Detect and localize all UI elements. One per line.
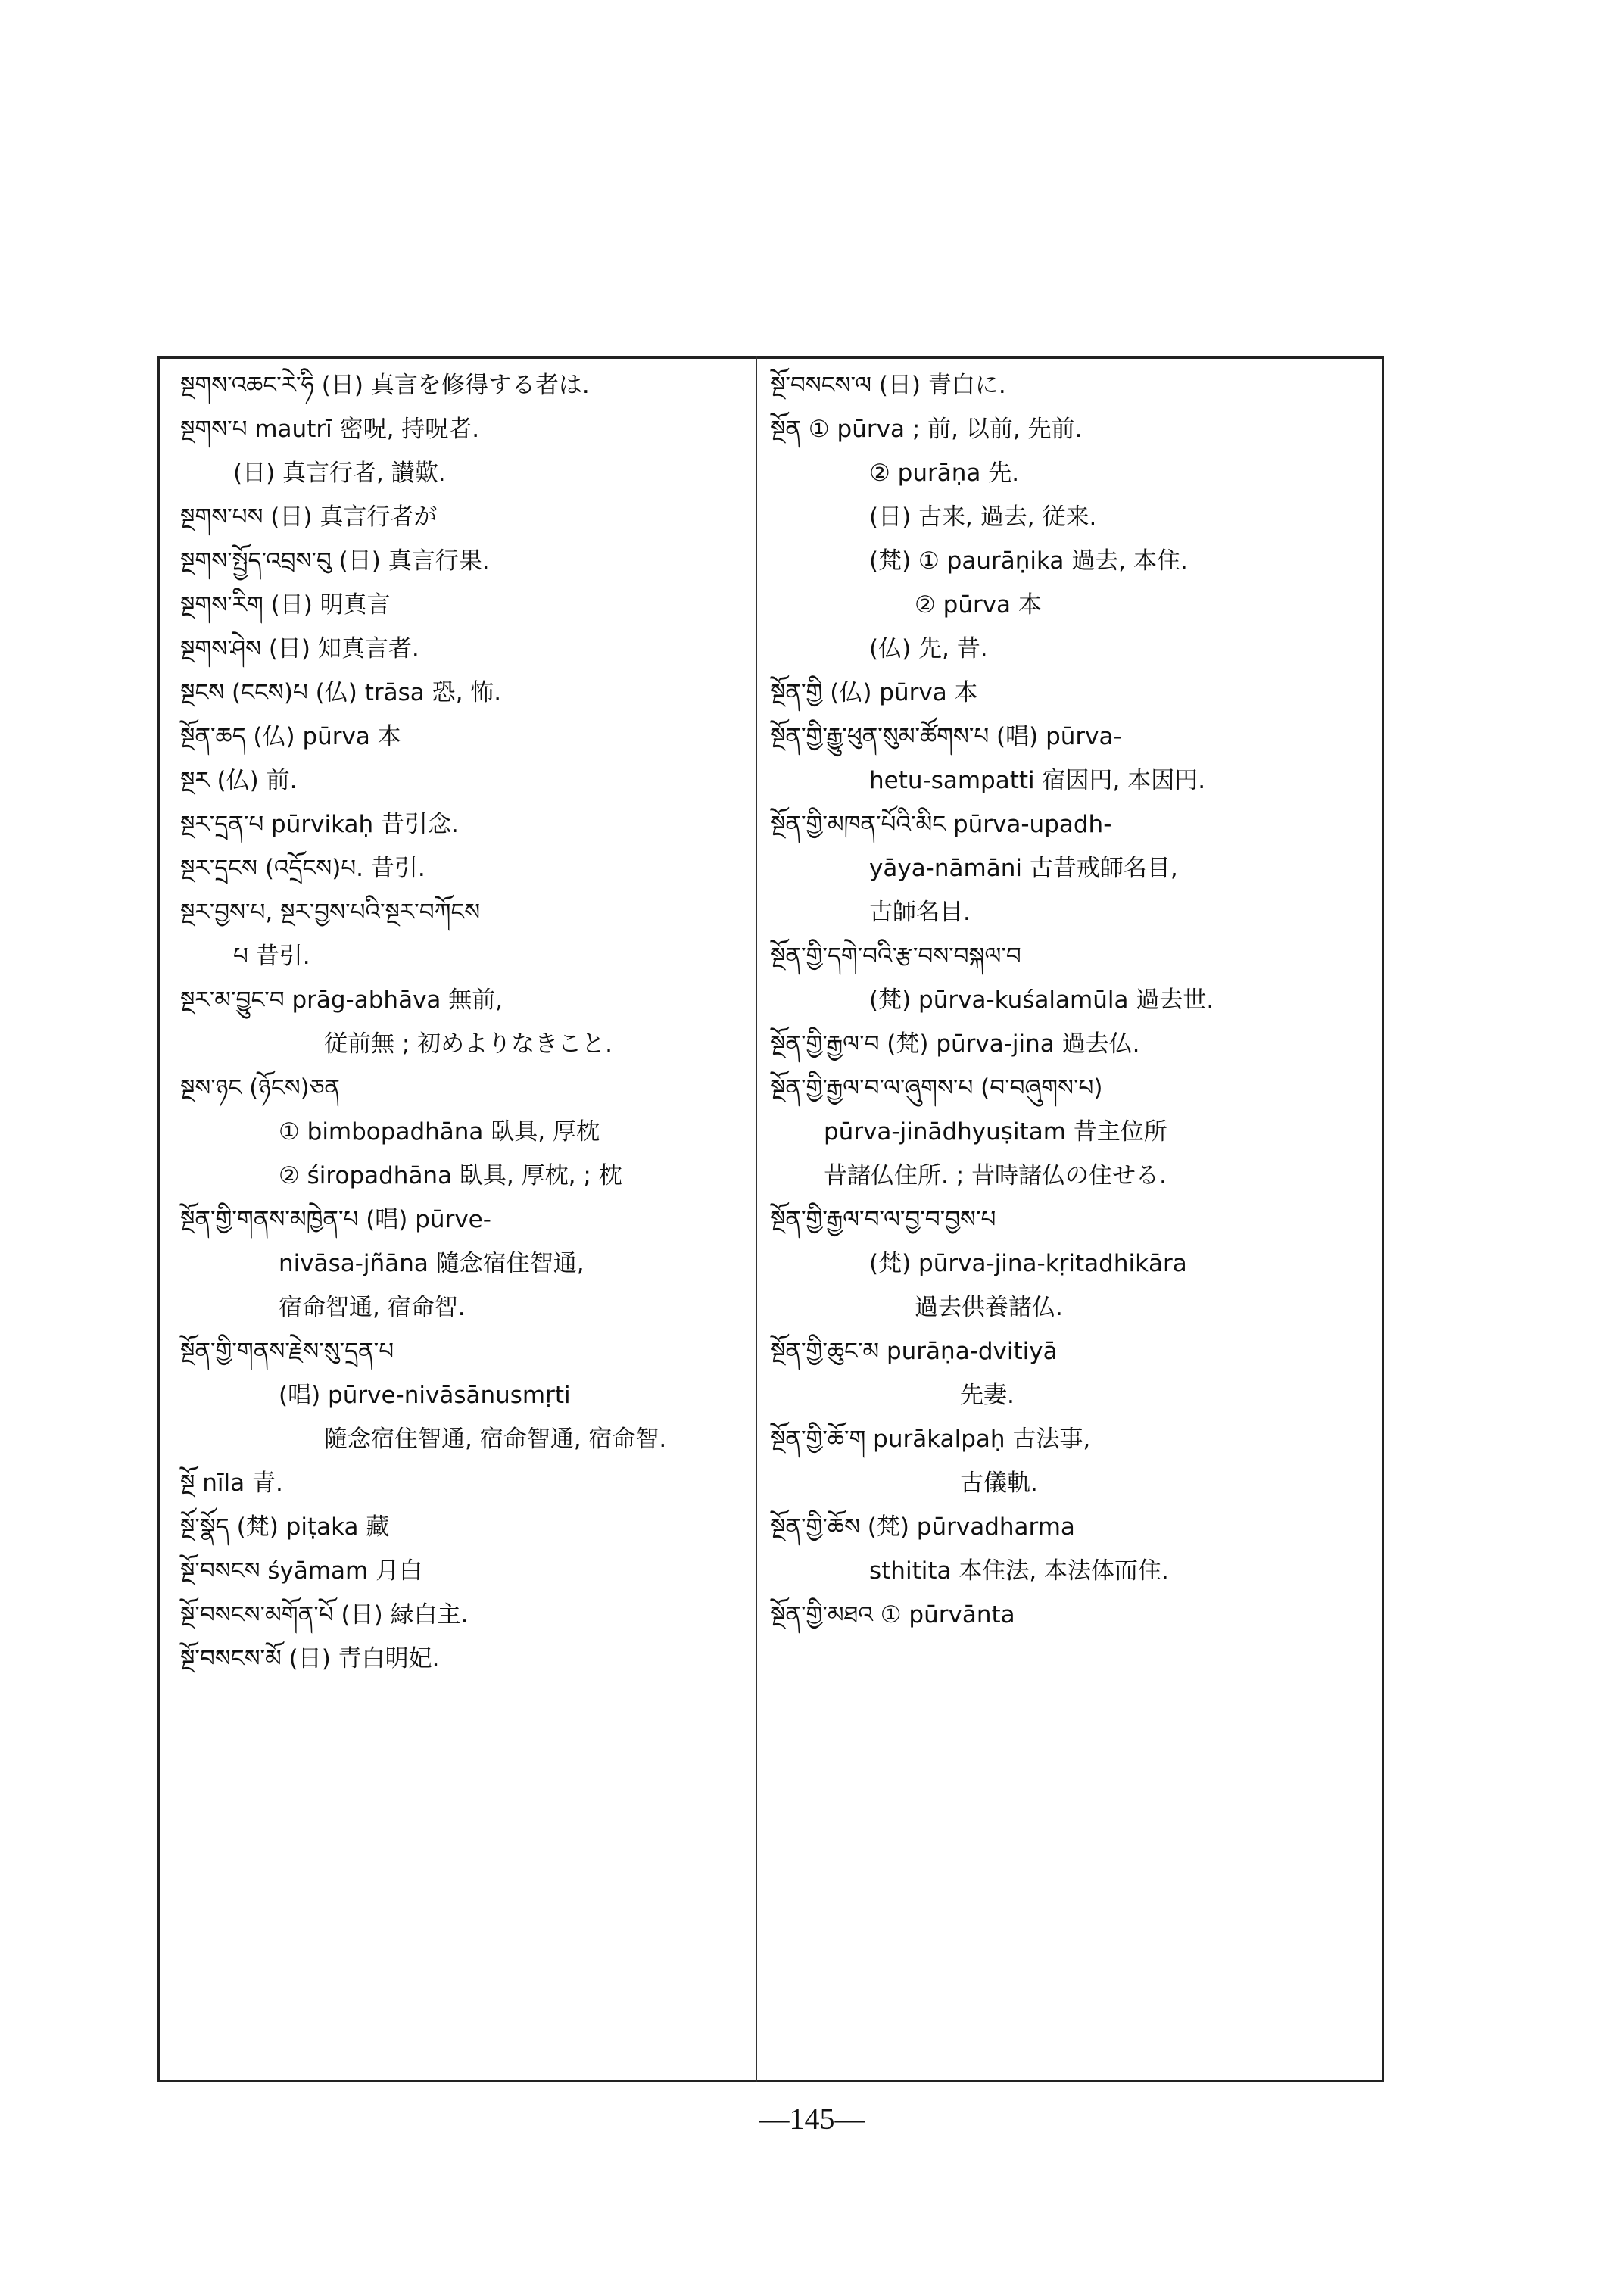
dictionary-line: སྔས་ཉང (ཉོངས)ཅན: [180, 1074, 341, 1102]
right-column: [771, 363, 1369, 1637]
dictionary-line: པ 昔引.: [233, 943, 310, 970]
dictionary-line: སྔོན་གྱི་མཐའ ① pūrvānta: [771, 1601, 1015, 1629]
dictionary-line: སྔོ nīla 青.: [180, 1470, 283, 1497]
dictionary-line: 古儀軌.: [960, 1470, 1038, 1497]
dictionary-line: ② śiropadhāna 臥具, 厚枕, ; 枕: [279, 1162, 622, 1189]
dictionary-line: སྔོན་གྱི་མཁན་པོའི་མིང pūrva-upadh-: [771, 811, 1112, 838]
dictionary-line: སྔགས་སྤྱོད་འབྲས་བུ (日) 真言行果.: [180, 547, 490, 575]
dictionary-line: nivāsa-jñāna 隨念宿住智通,: [279, 1250, 584, 1277]
dictionary-line: སྔགས་ཤེས (日) 知真言者.: [180, 635, 419, 662]
dictionary-line: སྔོན་གྱི་རྒྱལ་བ་ལ་བྱ་བ་བྱས་པ: [771, 1206, 996, 1233]
dictionary-line: 宿命智通, 宿命智.: [279, 1294, 466, 1321]
dictionary-line: སྔོ་བསངས śyāmam 月白: [180, 1557, 423, 1585]
dictionary-line: ② purāṇa 先.: [869, 460, 1020, 487]
dictionary-line: སྔངས (ངངས)པ (仏) trāsa 恐, 怖.: [180, 679, 502, 706]
dictionary-line: སྔགས་རིག (日) 明真言: [180, 591, 391, 619]
dictionary-line: སྔོན་གྱི་གནས་མཁྱེན་པ (唱) pūrve-: [180, 1206, 491, 1233]
dictionary-line: 従前無 ; 初めよりなきこと.: [324, 1030, 613, 1058]
page-number: —145—: [759, 2102, 865, 2136]
dictionary-line: སྔར་བྱས་པ, སྔར་བྱས་པའི་སྔར་བཀོངས: [180, 899, 481, 926]
dictionary-line: hetu-sampatti 宿因円, 本因円.: [869, 767, 1206, 794]
dictionary-line: སྔར་དྲན་པ pūrvikaḥ 昔引念.: [180, 811, 459, 838]
dictionary-line: (日) 古来, 過去, 従来.: [869, 503, 1097, 531]
dictionary-line: (唱) pūrve-nivāsānusmṛti: [279, 1382, 571, 1409]
dictionary-line: སྔོན་གྱི་རྒྱལ་བ (梵) pūrva-jina 過去仏.: [771, 1030, 1140, 1058]
column-divider: [756, 356, 757, 2082]
dictionary-line: 古師名目.: [869, 899, 971, 926]
dictionary-line: སྔོ་བསངས་མོ (日) 青白明妃.: [180, 1645, 440, 1672]
dictionary-line: (梵) pūrva-jina-kṛitadhikāra: [869, 1250, 1187, 1277]
dictionary-line: (梵) pūrva-kuśalamūla 過去世.: [869, 986, 1214, 1014]
dictionary-line: སྔོན་གྱི (仏) pūrva 本: [771, 679, 978, 706]
frame-left-rule: [157, 356, 160, 2082]
dictionary-line: སྔོན་གྱི་གནས་རྗེས་སུ་དྲན་པ: [180, 1338, 394, 1365]
dictionary-line: སྔགས་པས (日) 真言行者が: [180, 503, 438, 531]
frame-bottom-rule: [157, 2080, 1384, 2082]
dictionary-line: སྔོན་གྱི་ཆོ་ག purākalpaḥ 古法事,: [771, 1426, 1091, 1453]
dictionary-line: ① bimbopadhāna 臥具, 厚枕: [279, 1118, 600, 1145]
dictionary-line: སྔོན་གྱི་དགེ་བའི་རྩ་བས་བསྐལ་བ: [771, 943, 1021, 970]
frame-right-rule: [1382, 356, 1384, 2082]
dictionary-line: 昔諸仏住所. ; 昔時諸仏の住せる.: [824, 1162, 1167, 1189]
dictionary-line: སྔགས་པ mautrī 密呪, 持呪者.: [180, 416, 480, 443]
dictionary-line: (梵) ① paurāṇika 過去, 本住.: [869, 547, 1188, 575]
dictionary-line: སྔོན་གྱི་ཆོས (梵) pūrvadharma: [771, 1513, 1075, 1541]
page-frame: [157, 356, 1384, 2082]
dictionary-line: སྔོ་བསངས་མགོན་པོ (日) 緑白主.: [180, 1601, 469, 1629]
dictionary-line: སྔོན་ཆད (仏) pūrva 本: [180, 723, 401, 750]
dictionary-line: 隨念宿住智通, 宿命智通, 宿命智.: [324, 1426, 667, 1453]
dictionary-line: 先妻.: [960, 1382, 1015, 1409]
dictionary-line: སྔོན་གྱི་རྒྱལ་བ་ལ་ཞུགས་པ (བ་བཞུགས་པ): [771, 1074, 1103, 1102]
dictionary-line: (仏) 先, 昔.: [869, 635, 988, 662]
dictionary-line: སྔོན ① pūrva ; 前, 以前, 先前.: [771, 416, 1083, 443]
dictionary-line: སྔར་དྲངས (འདྲོངས)པ. 昔引.: [180, 855, 425, 882]
dictionary-line: sthitita 本住法, 本法体而住.: [869, 1557, 1169, 1585]
dictionary-line: སྔོ་བསངས་ལ (日) 青白に.: [771, 372, 1006, 399]
dictionary-line: pūrva-jinādhyuṣitam 昔主位所: [824, 1118, 1167, 1145]
dictionary-line: སྔོན་གྱི་རྒྱུ་ཕུན་སུམ་ཚོགས་པ (唱) pūrva-: [771, 723, 1122, 750]
dictionary-line: སྔར་མ་བྱུང་བ prāg-abhāva 無前,: [180, 986, 503, 1014]
dictionary-line: yāya-nāmāni 古昔戒師名目,: [869, 855, 1178, 882]
dictionary-line: སྔོ་སྣོད (梵) piṭaka 藏: [180, 1513, 390, 1541]
dictionary-line: སྔོན་གྱི་ཆུང་མ purāṇa-dvitiyā: [771, 1338, 1058, 1365]
dictionary-line: སྔར (仏) 前.: [180, 767, 298, 794]
dictionary-line: སྔགས་འཆང་རེ་ཧི (日) 真言を修得する者は.: [180, 372, 590, 399]
frame-top-rule: [157, 356, 1384, 359]
dictionary-line: (日) 真言行者, 讃歎.: [233, 460, 446, 487]
dictionary-line: ② pūrva 本: [915, 591, 1042, 619]
left-column: [180, 363, 740, 1681]
dictionary-line: 過去供養諸仏.: [915, 1294, 1063, 1321]
